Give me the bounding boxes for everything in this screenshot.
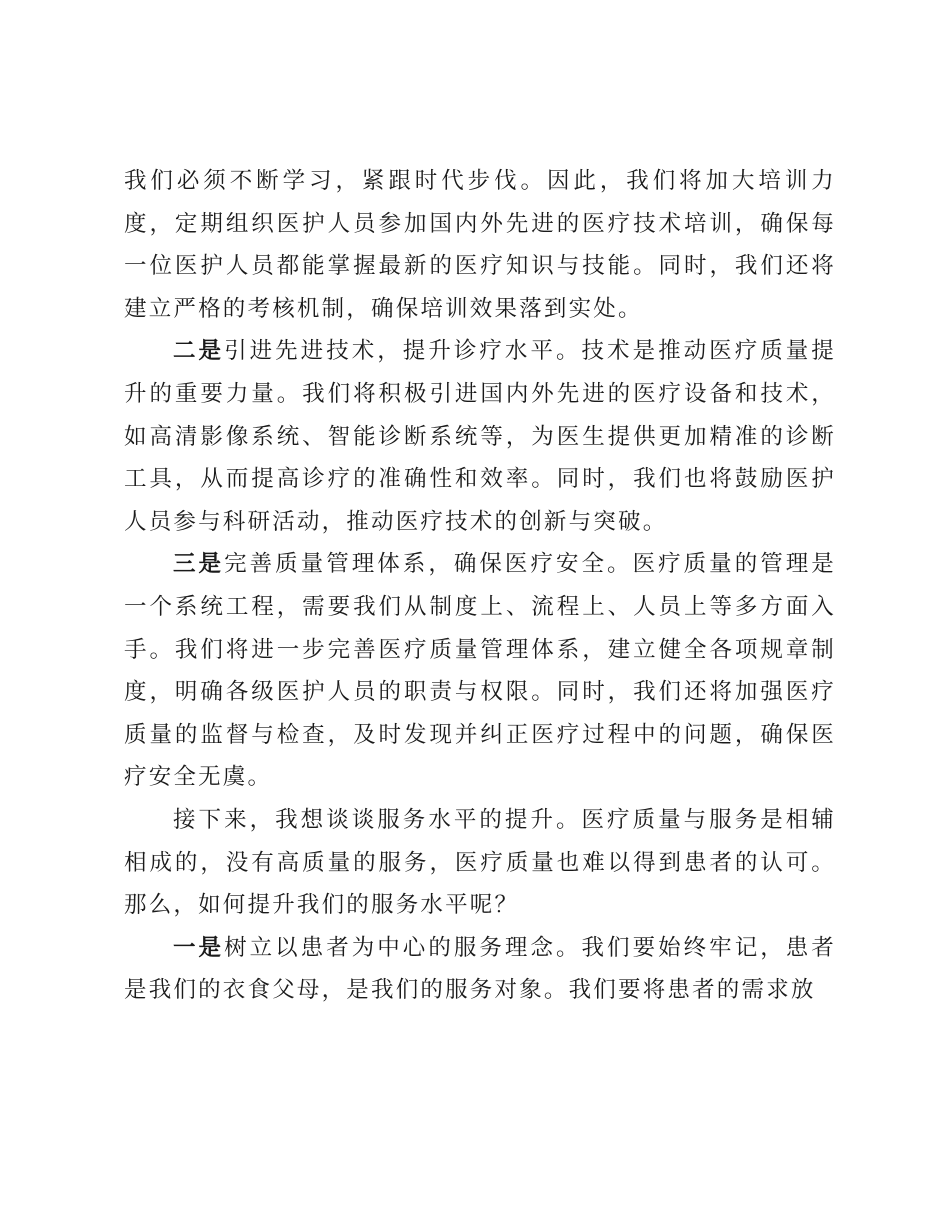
paragraph-text: 我们必须不断学习，紧跟时代步伐。因此，我们将加大培训力度，定期组织医护人员参加国内外先进的医疗技术培训，确保每一位医护人员都能掌握最新的医疗知识与技能。同时，我们还将建立严格的考核机制，确保培训效果落到实处。 [124,168,836,322]
paragraph-text: 树立以患者为中心的服务理念。我们要始终牢记，患者是我们的衣食父母，是我们的服务对象。我们要将患者的需求放 [124,934,836,1004]
paragraph-technology [124,330,836,543]
paragraph-text: 引进先进技术，提升诊疗水平。技术是推动医疗质量提升的重要力量。我们将积极引进国内外先进的医疗设备和技术，如高清影像系统、智能诊断系统等，为医生提供更加精准的诊断工具，从而提高诊疗的准确性和效率。同时，我们也将鼓励医护人员参与科研活动，推动医疗技术的创新与突破。 [124,338,836,535]
paragraph-patient-centered [124,927,836,1012]
paragraph-text: 接下来，我想谈谈服务水平的提升。医疗质量与服务是相辅相成的，没有高质量的服务，医疗质量也难以得到患者的认可。那么，如何提升我们的服务水平呢？ [124,806,836,919]
paragraph-lead: 三是 [173,551,225,578]
document-body [124,160,836,1012]
paragraph-quality-management [124,543,836,799]
paragraph-service-intro [124,799,836,927]
paragraph-text: 完善质量管理体系，确保医疗安全。医疗质量的管理是一个系统工程，需要我们从制度上、流程上、人员上等多方面入手。我们将进一步完善医疗质量管理体系，建立健全各项规章制度，明确各级医护人员的职责与权限。同时，我们还将加强医疗质量的监督与检查，及时发现并纠正医疗过程中的问题，确保医疗安全无虞。 [124,551,836,791]
paragraph-lead: 二是 [173,338,225,365]
paragraph-lead: 一是 [173,934,225,961]
paragraph-training [124,160,836,330]
